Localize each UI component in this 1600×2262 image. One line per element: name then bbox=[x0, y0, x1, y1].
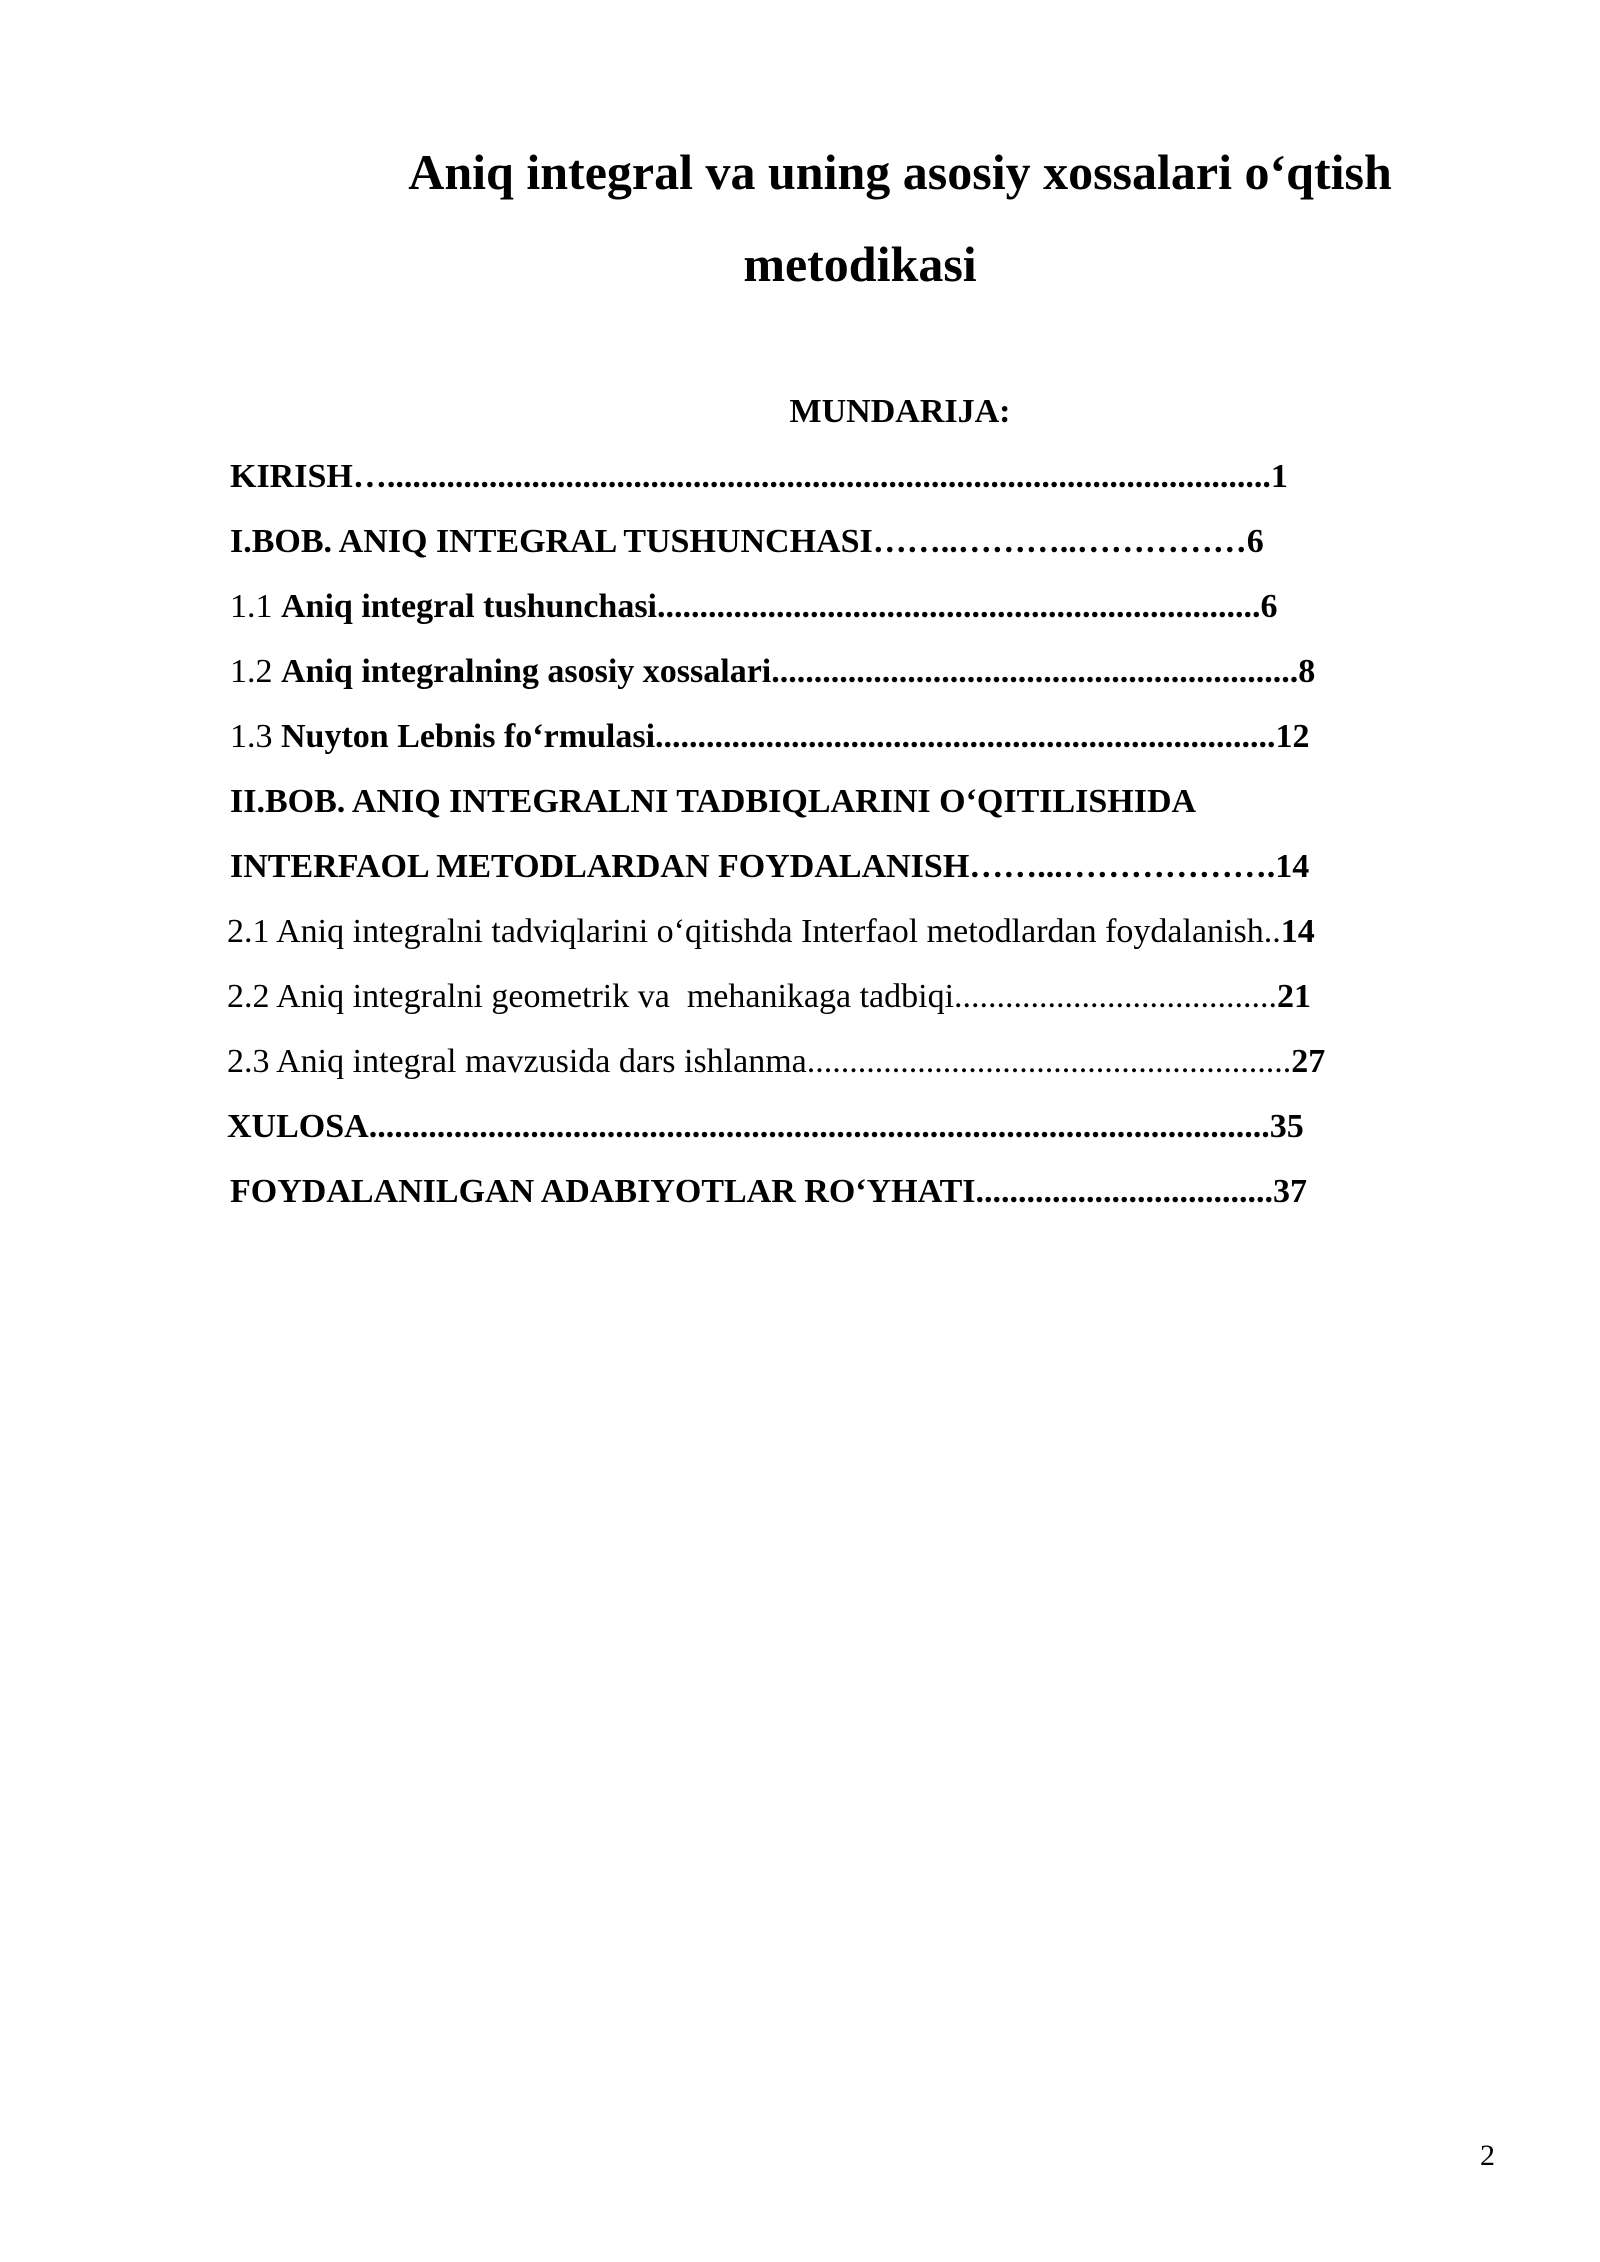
toc-entry-number: 1.1 bbox=[230, 588, 281, 625]
toc-entry-page: 27 bbox=[1291, 1043, 1326, 1080]
toc-entry-2-3 bbox=[227, 1042, 1325, 1082]
toc-entry-number: 1.3 bbox=[230, 718, 281, 755]
toc-entry-label: Aniq integral tushunchasi.......................................................................6 bbox=[281, 588, 1278, 625]
document-title-line-2: metodikasi bbox=[743, 236, 977, 292]
toc-entry-1-2 bbox=[230, 652, 1315, 692]
toc-entry-label: Aniq integralning asosiy xossalari..............................................................8 bbox=[281, 653, 1316, 690]
document-title-line-1: Aniq integral va uning asosiy xossalari o‘qtish bbox=[408, 144, 1392, 200]
toc-entry-bibliography: FOYDALANILGAN ADABIYOTLAR RO‘YHATI...................................37 bbox=[230, 1173, 1308, 1210]
toc-entry-label: 2.1 Aniq integralni tadviqlarini o‘qitishda Interfaol metodlardan foydalanish.. bbox=[227, 913, 1281, 950]
toc-entry-1-3 bbox=[230, 717, 1310, 757]
toc-entry-chapter-2-line-2: INTERFAOL METODLARDAN FOYDALANISH……...……………….14 bbox=[230, 848, 1310, 885]
toc-entry-2-2 bbox=[227, 977, 1311, 1017]
toc-heading: MUNDARIJA: bbox=[789, 393, 1011, 430]
toc-entry-chapter-2-line-1: II.BOB. ANIQ INTEGRALNI TADBIQLARINI O‘QITILISHIDA bbox=[230, 783, 1197, 820]
toc-entry-number: 1.2 bbox=[230, 653, 281, 690]
toc-entry-kirish: KIRISH…........................................................................................................1 bbox=[230, 458, 1288, 495]
toc-entry-page: 21 bbox=[1277, 978, 1312, 1015]
toc-entry-label: 2.2 Aniq integralni geometrik va mehanikaga tadbiqi...................................... bbox=[227, 978, 1278, 1015]
page-number: 2 bbox=[1480, 2139, 1495, 2172]
toc-entry-1-1 bbox=[230, 587, 1278, 627]
toc-entry-label: Nuyton Lebnis fo‘rmulasi.........................................................................12 bbox=[281, 718, 1310, 755]
toc-entry-xulosa: XULOSA..........................................................................................................35 bbox=[227, 1108, 1304, 1145]
toc-entry-label: 2.3 Aniq integral mavzusida dars ishlanma......................................................... bbox=[227, 1043, 1292, 1080]
toc-entry-page: 14 bbox=[1280, 913, 1315, 950]
toc-entry-chapter-1: I.BOB. ANIQ INTEGRAL TUSHUNCHASI……..………..……………6 bbox=[230, 523, 1264, 560]
toc-entry-2-1 bbox=[227, 912, 1315, 952]
